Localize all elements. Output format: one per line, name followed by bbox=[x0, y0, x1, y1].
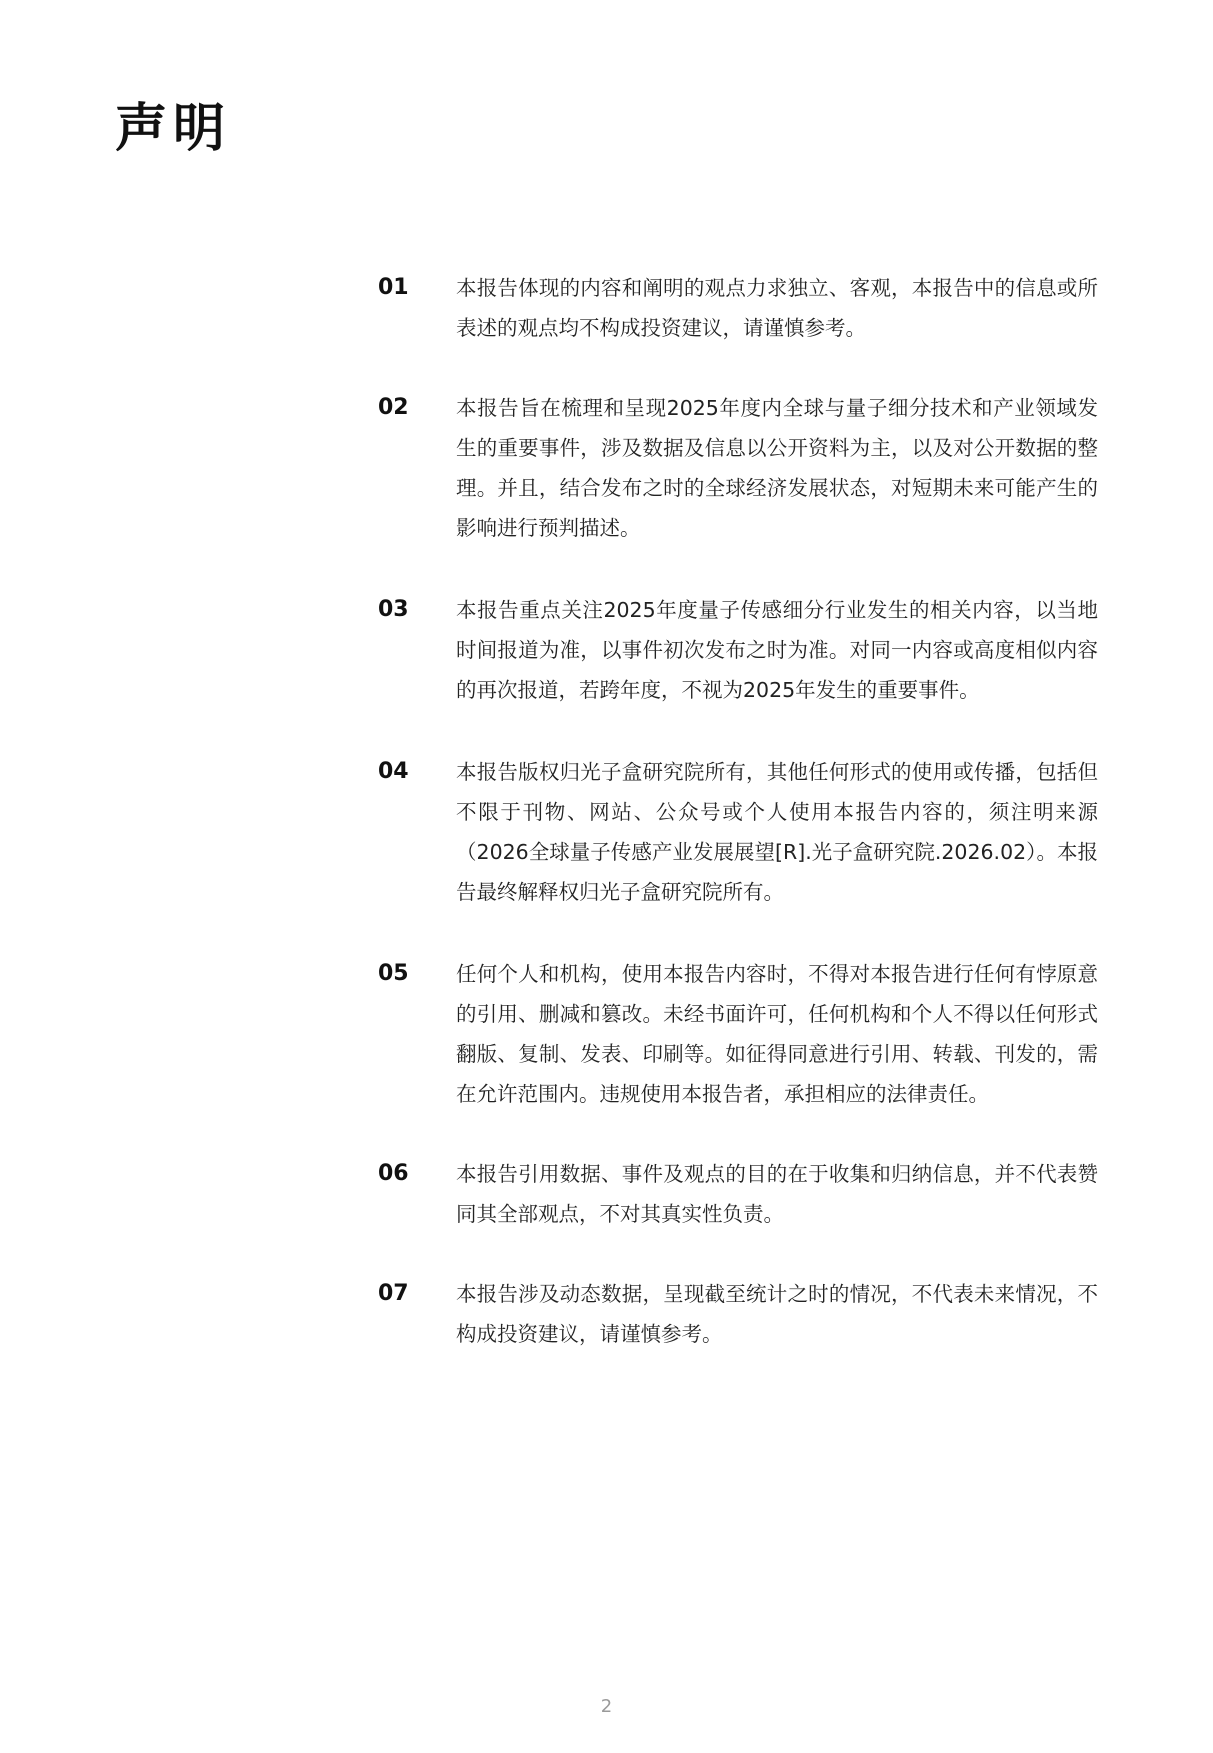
item-number: 06 bbox=[378, 1161, 409, 1186]
item-number: 05 bbox=[378, 961, 409, 986]
item-text: 本报告体现的内容和阐明的观点力求独立、客观，本报告中的信息或所表述的观点均不构成投资建议，请谨慎参考。 bbox=[456, 276, 1098, 340]
item-number: 02 bbox=[378, 395, 409, 420]
statement-item bbox=[378, 752, 1098, 912]
statement-list bbox=[378, 268, 1098, 1354]
statement-item bbox=[378, 1154, 1098, 1234]
statement-item bbox=[378, 268, 1098, 348]
item-number: 01 bbox=[378, 275, 409, 300]
item-number: 03 bbox=[378, 597, 409, 622]
item-number: 04 bbox=[378, 759, 409, 784]
item-text: 任何个人和机构，使用本报告内容时，不得对本报告进行任何有悖原意的引用、删减和篡改。未经书面许可，任何机构和个人不得以任何形式翻版、复制、发表、印刷等。如征得同意进行引用、转载、刊发的，需在允许范围内。违规使用本报告者，承担相应的法律责任。 bbox=[456, 962, 1098, 1106]
item-text: 本报告旨在梳理和呈现2025年度内全球与量子细分技术和产业领域发生的重要事件，涉及数据及信息以公开资料为主，以及对公开数据的整理。并且，结合发布之时的全球经济发展状态，对短期未来可能产生的影响进行预判描述。 bbox=[456, 396, 1098, 540]
statement-item bbox=[378, 590, 1098, 710]
statement-item bbox=[378, 954, 1098, 1114]
item-text: 本报告重点关注2025年度量子传感细分行业发生的相关内容，以当地时间报道为准，以事件初次发布之时为准。对同一内容或高度相似内容的再次报道，若跨年度，不视为2025年发生的重要事件。 bbox=[456, 598, 1098, 702]
statement-item bbox=[378, 388, 1098, 548]
item-text: 本报告引用数据、事件及观点的目的在于收集和归纳信息，并不代表赞同其全部观点，不对其真实性负责。 bbox=[456, 1162, 1098, 1226]
item-text: 本报告涉及动态数据，呈现截至统计之时的情况，不代表未来情况，不构成投资建议，请谨慎参考。 bbox=[456, 1282, 1098, 1346]
statement-item bbox=[378, 1274, 1098, 1354]
item-text: 本报告版权归光子盒研究院所有，其他任何形式的使用或传播，包括但不限于刊物、网站、公众号或个人使用本报告内容的，须注明来源（2026全球量子传感产业发展展望[R].光子盒研究院.2026.02）。本报告最终解释权归光子盒研究院所有。 bbox=[456, 760, 1098, 904]
page-number: 2 bbox=[600, 1696, 613, 1717]
page-title: 声明 bbox=[115, 99, 232, 159]
item-number: 07 bbox=[378, 1281, 409, 1306]
